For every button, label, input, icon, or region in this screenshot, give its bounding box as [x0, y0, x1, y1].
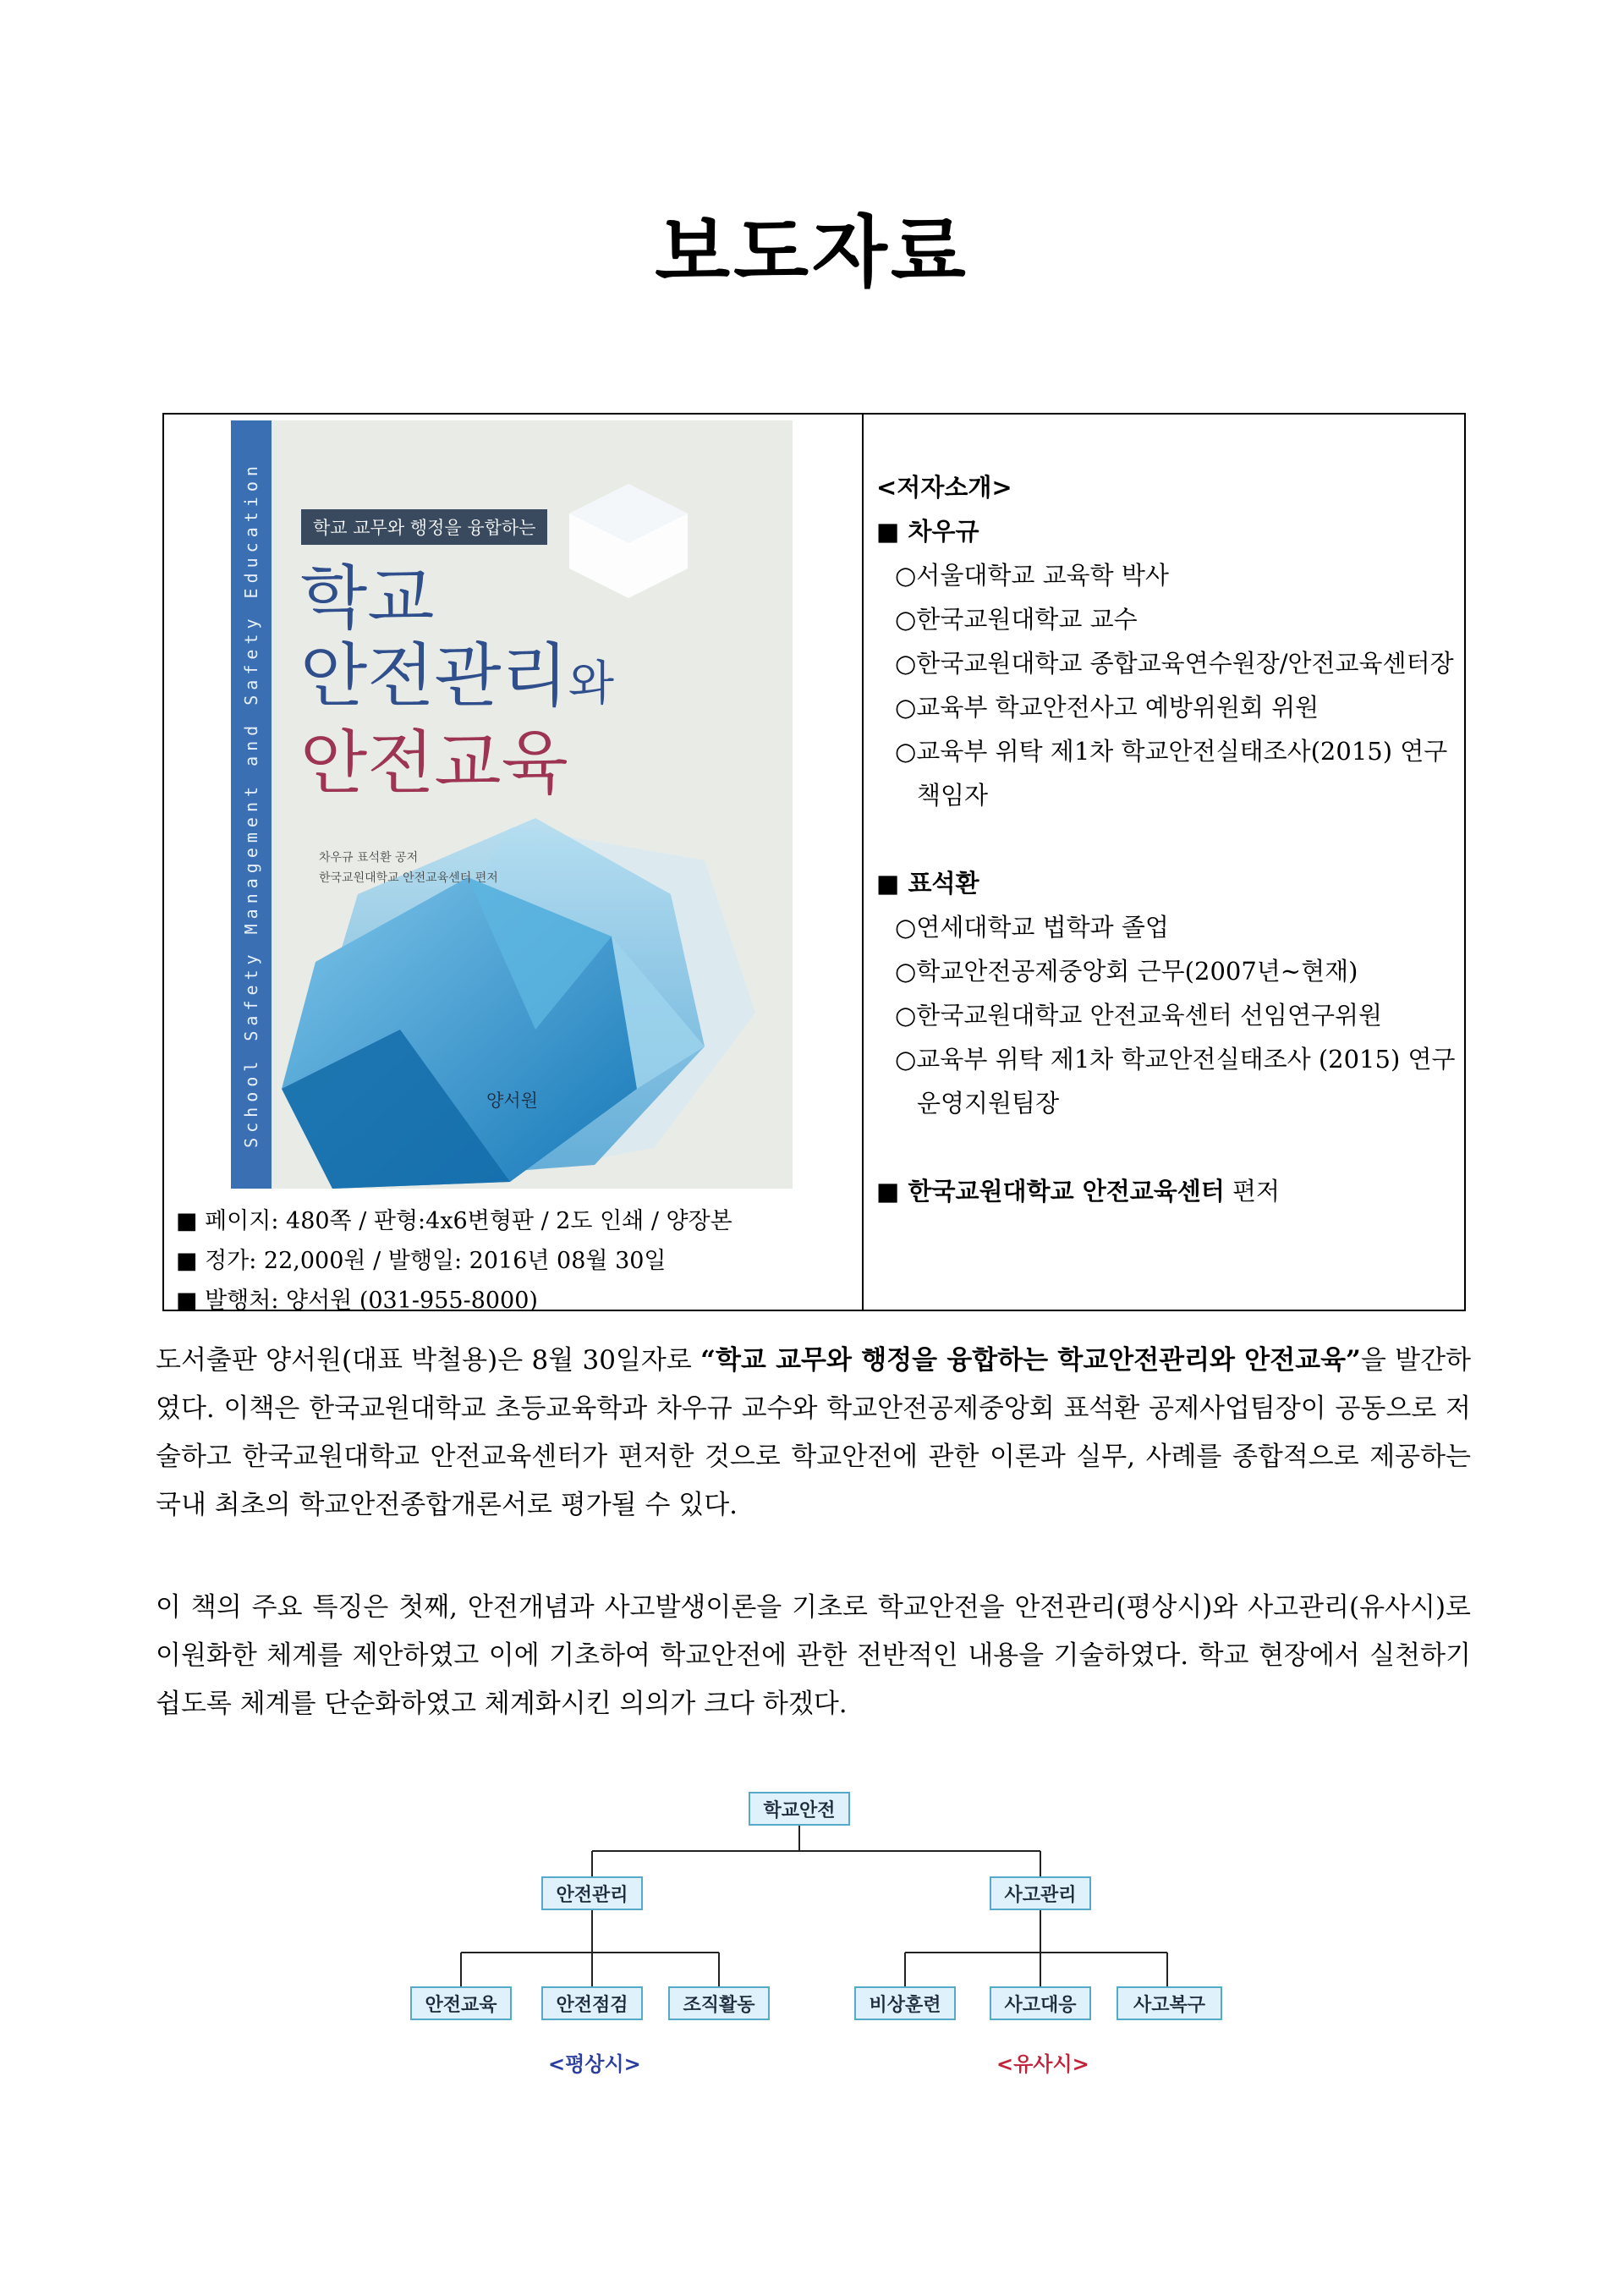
author1-item: ○한국교원대학교 교수	[895, 605, 1138, 634]
author2-item: ○한국교원대학교 안전교육센터 선임연구위원	[895, 1001, 1383, 1030]
cover-title-line1: 학교	[300, 558, 435, 639]
p1-book-title: “학교 교무와 행정을 융합하는 학교안전관리와 안전교육”	[700, 1345, 1361, 1376]
node-accident-recovery: 사고복구	[1116, 1986, 1222, 2020]
author2-item: ○교육부 위탁 제1차 학교안전실태조사 (2015) 연구 운영지원팀장	[895, 1045, 1456, 1118]
safety-structure-diagram	[398, 1792, 1235, 2096]
body-paragraph-1	[156, 1337, 1471, 1530]
author2-item: ○학교안전공제중앙회 근무(2007년~현재)	[895, 957, 1358, 986]
p1-rest: 을 발간하였다. 이책은 한국교원대학교 초등교육학과 차우규 교수와 학교안전공제중앙회 표석환 공제사업팀장이 공동으로 저술하고 한국교원대학교 안전교육센터가 편저한 것으로 학교안전에 관한 이론과 실무, 사례를 종합적으로 제공하는 국내 최초의 학교안전종합개론서로 평가될 수 있다.	[156, 1345, 1472, 1520]
author1-name: ■ 차우규	[876, 517, 979, 546]
cover-title-line2-suffix: 와	[568, 656, 614, 711]
cover-title-line2	[300, 636, 614, 717]
book-cover-image	[231, 420, 793, 1189]
node-safety-management: 안전관리	[541, 1876, 643, 1910]
spec-publisher: ■ 발행처: 양서원 (031-955-8000)	[176, 1288, 538, 1314]
node-safety-inspection: 안전점검	[541, 1986, 643, 2020]
cover-publisher: 양서원	[486, 1090, 538, 1111]
editor-name: ■ 한국교원대학교 안전교육센터	[876, 1177, 1225, 1206]
cover-authors-line1: 차우규 표석환 공저	[319, 851, 419, 865]
author-intro-heading: <저자소개>	[876, 473, 1012, 502]
editor-line	[876, 1169, 1456, 1213]
cover-authors	[319, 848, 498, 888]
cover-title-line2-main: 안전관리	[300, 636, 568, 717]
diagram-connectors	[398, 1792, 1235, 2096]
author1-item: ○교육부 위탁 제1차 학교안전실태조사(2015) 연구책임자	[895, 737, 1448, 810]
author-intro	[876, 465, 1456, 1213]
node-organization-activity: 조직활동	[668, 1986, 770, 2020]
cover-authors-line2: 한국교원대학교 안전교육센터 편저	[319, 871, 498, 885]
author2-item: ○연세대학교 법학과 졸업	[895, 913, 1169, 942]
node-accident-management: 사고관리	[990, 1876, 1091, 1910]
node-accident-response: 사고대응	[990, 1986, 1091, 2020]
author1-item: ○한국교원대학교 종합교육연수원장/안전교육센터장	[895, 649, 1454, 678]
cover-title-line3: 안전교육	[300, 723, 568, 804]
node-safety-education: 안전교육	[410, 1986, 512, 2020]
page-title: 보도자료	[655, 207, 969, 298]
author1-item: ○서울대학교 교육학 박사	[895, 561, 1169, 590]
spec-price: ■ 정가: 22,000원 / 발행일: 2016년 08월 30일	[176, 1248, 667, 1274]
author2-name: ■ 표석환	[876, 869, 979, 898]
book-info-table	[162, 413, 1466, 1314]
tag-emergency-time: <유사시>	[996, 2052, 1089, 2076]
spec-pages: ■ 페이지: 480쪽 / 판형:4x6변형판 / 2도 인쇄 / 양장본	[176, 1208, 732, 1234]
book-specs	[176, 1201, 732, 1321]
cover-spine-text: School Safety Management and Safety Education	[241, 461, 261, 1148]
author1-item: ○교육부 학교안전사고 예방위원회 위원	[895, 693, 1320, 722]
editor-role: 편저	[1224, 1177, 1281, 1206]
node-emergency-drill: 비상훈련	[854, 1986, 956, 2020]
tag-normal-time: <평상시>	[548, 2052, 641, 2076]
p1-intro: 도서출판 양서원(대표 박철용)은 8월 30일자로	[156, 1345, 701, 1376]
cover-series-label: 학교 교무와 행정을 융합하는	[301, 509, 547, 545]
body-paragraph-2: 이 책의 주요 특징은 첫째, 안전개념과 사고발생이론을 기초로 학교안전을 안전관리(평상시)와 사고관리(유사시)로 이원화한 체계를 제안하였고 이에 기초하여 학교안전에 관한 전반적인 내용을 기술하였다. 학교 현장에서 실천하기 쉽도록 체계를 단순화하였고 체계화시킨 의의가 크다 하겠다.	[156, 1592, 1471, 1719]
table-divider	[862, 415, 864, 1310]
node-school-safety: 학교안전	[749, 1792, 850, 1826]
